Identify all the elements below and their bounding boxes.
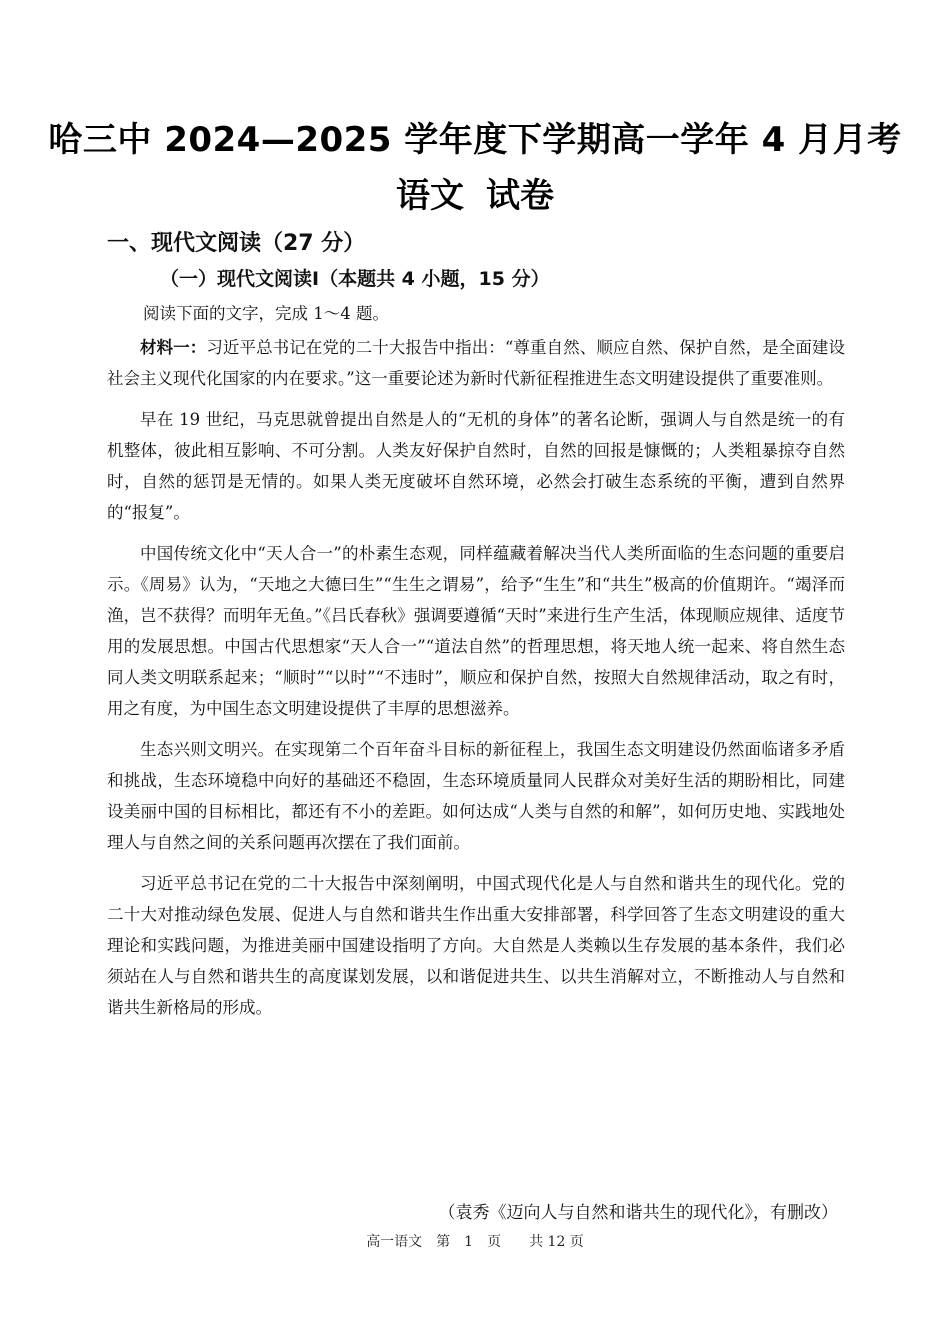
subsection-heading: （一）现代文阅读Ⅰ（本题共 4 小题，15 分） [160, 268, 550, 290]
exam-subtitle [0, 168, 950, 217]
paper-type-label: 试卷 [486, 176, 554, 216]
material-paragraph: 中国传统文化中“天人合一”的朴素生态观，同样蕴藏着解决当代人类所面临的生态问题的重要启示。《周易》认为，“天地之大德曰生”“生生之谓易”，给予“生生”和“共生”极高的价值期许。“竭泽而渔，岂不获得？而明年无鱼。”《吕氏春秋》强调要遵循“天时”来进行生产生活，体现顺应规律、适度节用的发展思想。中国古代思想家“天人合一”“道法自然”的哲理思想，将天地人统一起来、将自然生态同人类文明联系起来；“顺时”“以时”“不违时”，顺应和保护自然，按照大自然规律活动，取之有时，用之有度，为中国生态文明建设提供了丰厚的思想滋养。 [107, 544, 845, 718]
material-paragraph: 早在 19 世纪，马克思就曾提出自然是人的“无机的身体”的著名论断，强调人与自然是统一的有机整体，彼此相互影响、不可分割。人类友好保护自然时，自然的回报是慷慨的；人类粗暴掠夺自然时，自然的惩罚是无情的。如果人类无度破坏自然环境，必然会打破生态系统的平衡，遭到自然界的“报复”。 [107, 410, 845, 522]
page-footer: 高一语文 第 1 页 共 12 页 [366, 1234, 584, 1250]
exam-title: 哈三中 2024—2025 学年度下学期高一学年 4 月月考 [48, 120, 902, 160]
material-source: （袁秀《迈向人与自然和谐共生的现代化》，有删改） [438, 1203, 838, 1223]
material-paragraph: 材料一：习近平总书记在党的二十大报告中指出：“尊重自然、顺应自然、保护自然，是全面建设社会主义现代化国家的内在要求。”这一重要论述为新时代新征程推进生态文明建设提供了重要准则。 [107, 338, 846, 388]
material-paragraph: 习近平总书记在党的二十大报告中深刻阐明，中国式现代化是人与自然和谐共生的现代化。党的二十大对推动绿色发展、促进人与自然和谐共生作出重大安排部署，科学回答了生态文明建设的重大理论和实践问题，为推进美丽中国建设指明了方向。大自然是人类赖以生存发展的基本条件，我们必须站在人与自然和谐共生的高度谋划发展，以和谐促进共生、以共生消解对立，不断推动人与自然和谐共生新格局的形成。 [107, 874, 845, 1017]
reading-instruction: 阅读下面的文字，完成 1～4 题。 [143, 304, 389, 323]
section-heading: 一、现代文阅读（27 分） [107, 231, 366, 256]
material-paragraph: 生态兴则文明兴。在实现第二个百年奋斗目标的新征程上，我国生态文明建设仍然面临诸多矛盾和挑战，生态环境稳中向好的基础还不稳固，生态环境质量同人民群众对美好生活的期盼相比，同建设美丽中国的目标相比，都还有不小的差距。如何达成“人类与自然的和解”，如何历史地、实践地处理人与自然之间的关系问题再次摆在了我们面前。 [107, 740, 845, 852]
material-label: 材料一： [140, 338, 207, 357]
material-text [107, 332, 845, 1033]
subject-label: 语文 [396, 176, 464, 216]
